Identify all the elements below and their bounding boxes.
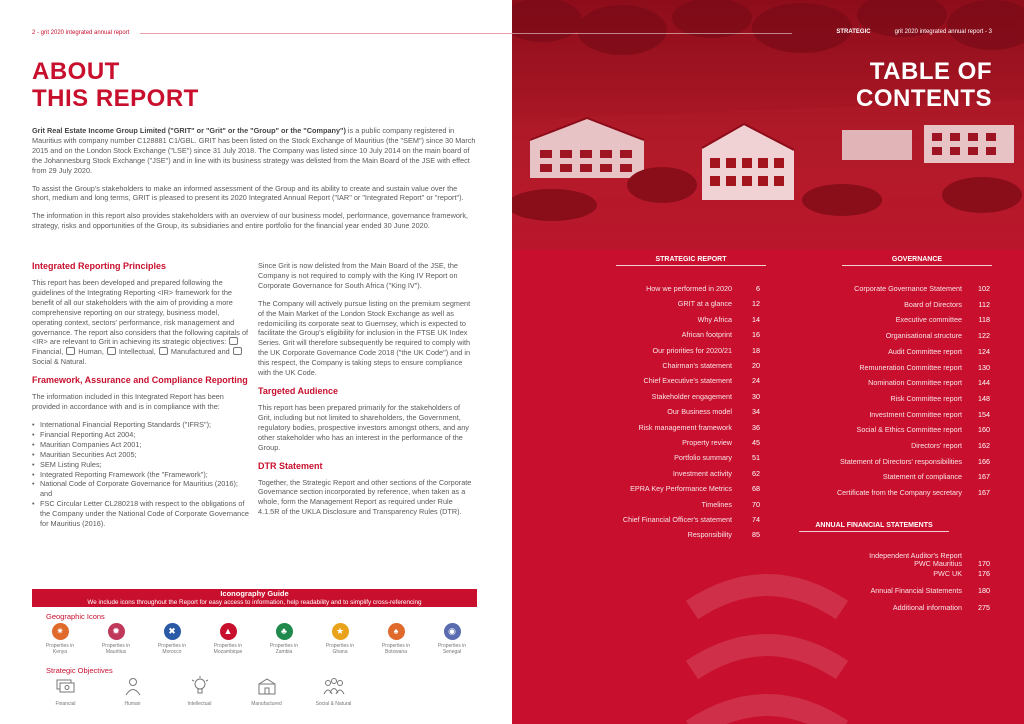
strategic-objective-label: Human: [124, 701, 141, 707]
geo-label-line1: Properties in: [437, 643, 467, 649]
geo-icon-item: [144, 623, 200, 655]
geo-label-line2: Morocco: [162, 649, 182, 655]
toc-entry-label: Investment activity: [672, 468, 732, 478]
country-icon: ✹: [108, 623, 125, 640]
toc-entry-page: 118: [978, 315, 990, 325]
manufactured-icon: [255, 676, 279, 696]
irp-body: This report has been developed and prepared following the guidelines of the Integrating Reporting <IR> framework for the benefit of all our stakeholders with the aim of providing a more comprehensive reporting on our strategy, business model, operating context, sectors' performance, risk management and governance. The report also considers that the following capitals of <IR> are relevant to Grit in achieving its strategic objectives:: [32, 278, 249, 347]
geographic-icons: [32, 623, 482, 655]
toc-entry-label: Chairman's statement: [662, 361, 732, 370]
strategic-objective-financial: [32, 676, 99, 707]
toc-entry-page: 167: [978, 488, 990, 498]
strategic-objective-label: Intellectual: [187, 701, 212, 707]
header-rule: [140, 33, 512, 34]
strategic-objective-icons: [32, 676, 382, 707]
list-item: • Mauritian Securities Act 2005;: [32, 450, 250, 460]
toc-entry-label: Portfolio summary: [674, 453, 732, 463]
toc-entry-page: 34: [752, 407, 760, 417]
toc-entry-label: Corporate Governance Statement: [854, 284, 962, 293]
toc-entry-label: EPRA Key Performance Metrics: [630, 484, 732, 494]
toc-entry-label: Timelines: [701, 499, 732, 509]
right-page: [512, 0, 1024, 724]
toc-entry-page: 6: [756, 284, 760, 293]
social-natural-icon: [233, 347, 242, 355]
list-item: • Mauritian Companies Act 2001;: [32, 440, 250, 450]
toc-entry-page: 30: [752, 391, 760, 401]
header-rule: [512, 33, 792, 34]
human-icon: [121, 676, 145, 696]
toc-entry-page: 160: [978, 425, 990, 435]
about-title-line1: ABOUT: [32, 58, 120, 85]
country-icon: ♠: [388, 623, 405, 640]
toc-entry-page: 18: [752, 345, 760, 355]
iconography-title: Iconography Guide: [32, 589, 477, 598]
cap-manufactured: Manufactured and: [168, 347, 232, 357]
manufactured-icon: [159, 347, 168, 355]
toc-entry-page: 12: [752, 299, 760, 309]
left-column: [32, 261, 250, 529]
toc-entry-page: 180: [978, 586, 990, 595]
logo-watermark: [652, 570, 882, 724]
toc-entry-page: 51: [752, 453, 760, 463]
toc-entry-page: 74: [752, 515, 760, 524]
geo-icon-item: [368, 623, 424, 655]
toc-entry-label: Our priorities for 2020/21: [652, 345, 732, 355]
toc-entry-page: 166: [978, 456, 990, 466]
intro-company-name: Grit Real Estate Income Group Limited ("GRIT" or "Grit" or the "Group" or the "Company"): [32, 126, 346, 135]
geo-label-line2: Mozambique: [213, 649, 243, 655]
lightbulb-icon: [188, 676, 212, 696]
toc-entry-label: Chief Financial Officer's statement: [622, 515, 732, 524]
compliance-list: [32, 420, 250, 529]
cap-social: Social & Natural.: [32, 357, 87, 367]
strategic-report-heading: STRATEGIC REPORT: [616, 256, 766, 266]
toc-entry-label: Social & Ethics Committee report: [856, 425, 962, 435]
toc-entry-label: Nomination Committee report: [868, 378, 962, 388]
intellectual-icon: [107, 347, 116, 355]
king-iv-text: Since Grit is now delisted from the Main Board of the JSE, the Company is not required to comply with the King IV Report on Corporate Governance for South Africa ("King IV").: [258, 261, 458, 290]
geo-label-line1: Properties in: [269, 643, 299, 649]
geo-label-line1: Properties in: [213, 643, 243, 649]
toc-title-line1: TABLE OF: [869, 58, 992, 85]
toc-entry-label: Executive committee: [895, 315, 962, 325]
toc-entry-page: 144: [978, 378, 990, 388]
strategic-objective-social-natural: [300, 676, 367, 707]
geo-icon-item: [312, 623, 368, 655]
geo-label-line2: Ghana: [332, 649, 348, 655]
intro-paragraph-3: The information in this report also provides stakeholders with an overview of our business model, performance, governance framework, strategy, risks and opportunities of the Group, its subsidiaries and entire portfolio for the financial year ended 30 June 2020.: [32, 211, 468, 231]
country-icon: ◉: [444, 623, 461, 640]
toc-entry-page: 124: [978, 346, 990, 356]
toc-entry-label: Our Business model: [667, 407, 732, 417]
toc-entry-label: Audit Committee report: [888, 346, 962, 356]
toc-entry-label: Investment Committee report: [869, 409, 962, 419]
strategic-objective-label: Manufactured: [251, 701, 282, 707]
about-title-line2: THIS REPORT: [32, 85, 199, 112]
list-item: • Integrated Reporting Framework (the "Framework");: [32, 470, 250, 480]
list-item: • National Code of Corporate Governance for Mauritius (2016); and: [32, 479, 250, 499]
page-header-right: [836, 29, 992, 35]
right-column: [258, 261, 473, 525]
toc-entry-label: Why Africa: [697, 314, 732, 324]
toc-entry-label: Organisational structure: [885, 331, 962, 341]
intro-paragraph-1: [32, 126, 477, 176]
geographic-icons-heading: Geographic Icons: [46, 612, 105, 621]
toc-entry-page: 45: [752, 438, 760, 447]
geo-label-line1: Properties in: [101, 643, 131, 649]
toc-entry-label: Statement of Directors' responsibilities: [839, 456, 962, 466]
geo-label-line2: Botswana: [385, 649, 407, 655]
toc-title: [856, 58, 992, 112]
toc-entry-page: 112: [978, 299, 990, 309]
toc-entry-page: 122: [978, 331, 990, 341]
toc-entry-page: 176: [978, 569, 990, 578]
financial-icon: [54, 676, 78, 696]
geo-icon-item: [256, 623, 312, 655]
toc-entry-label: Chief Executive's statement: [643, 376, 732, 386]
strategic-objective-manufactured: [233, 676, 300, 707]
list-item: • FSC Circular Letter CL280218 with respect to the obligations of the Company under the National Code of Corporate Governance for Mauritius (2016).: [32, 499, 250, 529]
toc-entry-label: PWC UK: [933, 569, 962, 578]
fac-heading: Framework, Assurance and Compliance Reporting: [32, 375, 248, 386]
toc-entry-page: 170: [978, 559, 990, 568]
toc-entry-page: 14: [752, 314, 760, 324]
toc-entry-page: 24: [752, 376, 760, 386]
country-icon: ✷: [52, 623, 69, 640]
irp-heading: Integrated Reporting Principles: [32, 261, 167, 271]
toc-entry-label: Additional information: [892, 603, 962, 612]
geo-label-line1: Properties in: [45, 643, 75, 649]
toc-title-line2: CONTENTS: [856, 85, 992, 112]
toc-entry-label: GRIT at a glance: [677, 299, 732, 309]
toc-entry-page: 275: [978, 603, 990, 612]
toc-entry-page: 68: [752, 484, 760, 494]
country-icon: ♣: [276, 623, 293, 640]
toc-entry-page: 85: [752, 530, 760, 540]
strategic-objectives-heading: Strategic Objectives: [46, 666, 113, 675]
geo-label-line2: Senegal: [442, 649, 462, 655]
intro-text: [32, 126, 477, 239]
list-item: • SEM Listing Rules;: [32, 460, 250, 470]
toc-entry-label: Remuneration Committee report: [859, 362, 962, 372]
page-number-text: grit 2020 integrated annual report - 3: [894, 29, 992, 35]
governance-heading: GOVERNANCE: [842, 256, 992, 266]
toc-entry-page: 62: [752, 468, 760, 478]
geo-label-line2: Kenya: [52, 649, 68, 655]
section-label: STRATEGIC: [836, 29, 871, 35]
irp-text: [32, 278, 250, 367]
country-icon: ✖: [164, 623, 181, 640]
toc-entry-page: 162: [978, 441, 990, 450]
strategic-objective-intellectual: [166, 676, 233, 707]
toc-entry-page: 148: [978, 393, 990, 403]
afs-heading: ANNUAL FINANCIAL STATEMENTS: [799, 522, 949, 532]
toc-entry-label: PWC Mauritius: [914, 559, 962, 568]
targeted-audience-text: This report has been prepared primarily for the stakeholders of Grit, including but not limited to shareholders, the Government, regulatory bodies, prospective investors amongst others, and any other stakeholder who has an interest in the performance of the Group.: [258, 402, 469, 452]
intro-p1-rest: is a public company registered in Mauritius with company number C128881 C1/GBL. GRIT has been listed on the Stock Exchange of Mauritius (the "SEM") since 30 March 2015 and on the London Stock Exchange ("LSE") since 31 July 2018. The Company was listed since 10 July 2014 on the main board of the Johannesburg Stock Exchange ("JSE") and in line with its business strategy was delisted from the Main Board of the JSE with effect from 29 July 2020.: [32, 126, 476, 175]
toc-entry-page: 20: [752, 361, 760, 370]
strategic-objective-label: Social & Natural: [315, 701, 352, 707]
toc-entry-label: Annual Financial Statements: [870, 586, 962, 595]
dtr-text: Together, the Strategic Report and other sections of the Corporate Governance section incorporated by reference, when taken as a whole, form the Management Report as required under Rule 4.1.5R of the UKLA Disclosure and Transparency Rules (DTR).: [258, 477, 472, 517]
toc-entry-label: How we performed in 2020: [646, 284, 732, 293]
geo-icon-item: [88, 623, 144, 655]
geo-label-line2: Zambia: [275, 649, 293, 655]
toc-entry-page: 102: [978, 284, 990, 293]
list-item: • International Financial Reporting Standards ("IFRS");: [32, 420, 250, 430]
iconography-subtitle: We include icons throughout the Report for easy access to information, help readability and to simplify cross-referencing: [32, 598, 477, 607]
toc-entry-label: Board of Directors: [904, 299, 962, 309]
geo-icon-item: [424, 623, 480, 655]
geo-label-line1: Properties in: [381, 643, 411, 649]
toc-entry-page: 70: [752, 499, 760, 509]
fac-text: The information included in this Integrated Report has been provided in accordance with and is in compliance with the:: [32, 392, 224, 412]
cap-financial: Financial,: [32, 347, 66, 357]
toc-entry-label: Property review: [682, 438, 732, 447]
geo-icon-item: [32, 623, 88, 655]
geo-icon-item: [200, 623, 256, 655]
social-natural-icon: [322, 676, 346, 696]
geo-label-line1: Properties in: [157, 643, 187, 649]
toc-entry-label: Stakeholder engagement: [651, 391, 732, 401]
toc-entry-label: Statement of compliance: [882, 472, 962, 482]
financial-icon: [229, 337, 238, 345]
toc-entry-label: Directors' report: [911, 441, 962, 450]
intro-paragraph-2: To assist the Group's stakeholders to make an informed assessment of the Group and its ability to create and sustain value over the short, medium and long terms, GRIT is pleased to present its 2020 Integrated Annual Report ("IAR" or "Integrated Report" or "report").: [32, 183, 464, 203]
toc-entry-label: Independent Auditor's Report: [869, 551, 962, 560]
toc-entry-page: 36: [752, 422, 760, 432]
targeted-audience-heading: Targeted Audience: [258, 385, 339, 396]
toc-entry-page: 167: [978, 472, 990, 482]
strategic-objective-human: [99, 676, 166, 707]
toc-entry-label: Responsibility: [687, 530, 732, 540]
lse-text: The Company will actively pursue listing on the premium segment of the Main Market of the London Stock Exchange as well as redomiciling its corporate seat to Guernsey, which is expected to facilitate the Group's eligibility for inclusion in the FTSE UK Index Series. Grit will therefore subsequently be required to comply with the UK Corporate Governance Code 2018 ("the UK Code") and in this respect, the Company is taking steps to ensure compliance with the UK Code.: [258, 298, 471, 378]
human-icon: [66, 347, 75, 355]
toc-entry-label: African footprint: [681, 330, 732, 340]
cap-intellectual: Intellectual,: [116, 347, 158, 357]
toc-entry-page: 16: [752, 330, 760, 340]
toc-entry-page: 130: [978, 362, 990, 372]
toc-entry-label: Certificate from the Company secretary: [836, 488, 962, 498]
page-header-left: 2 - grit 2020 integrated annual report: [32, 30, 130, 36]
country-icon: ▲: [220, 623, 237, 640]
property-photo: [512, 0, 1024, 250]
list-item: • Financial Reporting Act 2004;: [32, 430, 250, 440]
toc-entry-page: 154: [978, 409, 990, 419]
dtr-heading: DTR Statement: [258, 460, 323, 471]
cap-human: Human,: [76, 347, 106, 357]
country-icon: ★: [332, 623, 349, 640]
about-title: [32, 58, 199, 112]
geo-label-line1: Properties in: [325, 643, 355, 649]
toc-entry-label: Risk Committee report: [890, 393, 962, 403]
geo-label-line2: Mauritius: [105, 649, 127, 655]
toc-entry-label: Risk management framework: [638, 422, 732, 432]
strategic-objective-label: Financial: [55, 701, 76, 707]
property-photo-illustration: [512, 0, 1024, 250]
